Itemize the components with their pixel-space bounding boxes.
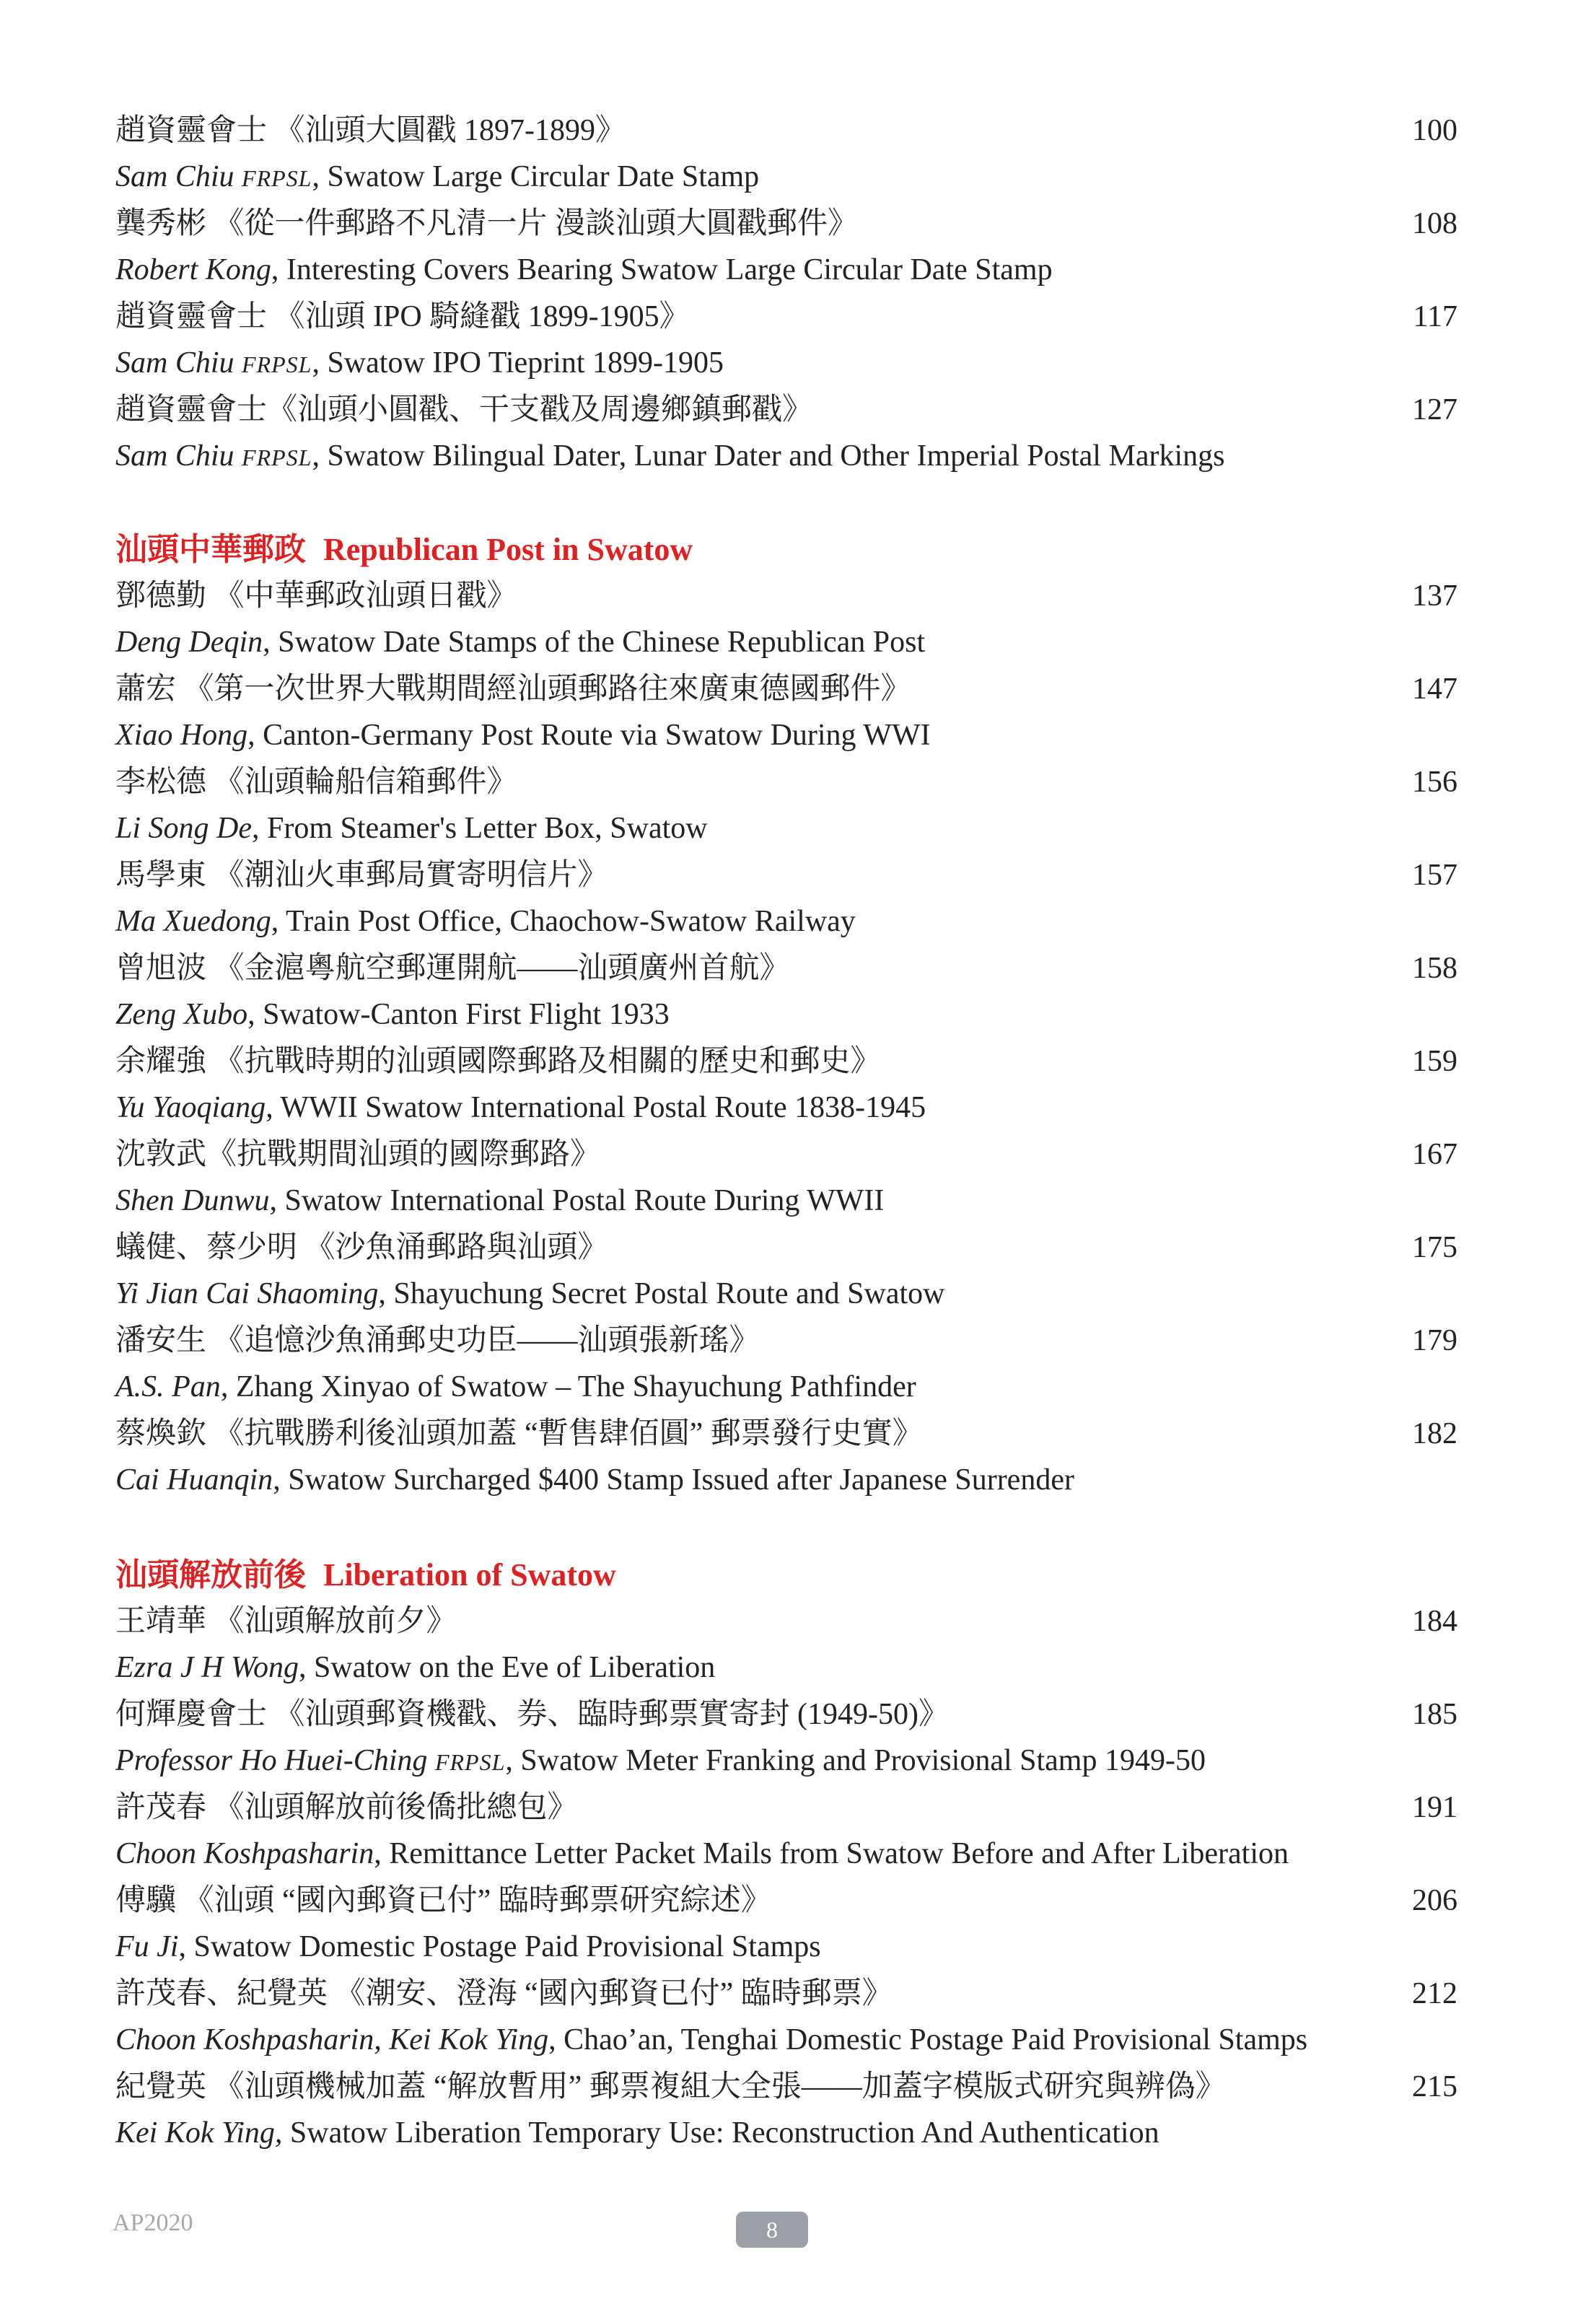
entry-author: Li Song De (115, 812, 252, 845)
entry-author: Shen Dunwu (115, 1184, 270, 1217)
toc-entry-chinese (115, 1038, 1457, 1085)
entry-page-number: 167 (1412, 1138, 1457, 1171)
entry-title-chinese: 蕭宏 《第一次世界大戰期間經汕頭郵路往來廣東德國郵件》 (115, 673, 911, 706)
entry-author: Robert Kong (115, 253, 271, 286)
entry-title-english: , Swatow-Canton First Flight 1933 (247, 998, 670, 1031)
entry-title-english: , Interesting Covers Bearing Swatow Large Circular Date Stamp (271, 253, 1053, 286)
entry-page-number: 212 (1412, 1977, 1457, 2010)
entry-title-english: , Train Post Office, Chaochow-Swatow Railway (271, 905, 856, 938)
entry-title-chinese: 沈敦武《抗戰期間汕頭的國際郵路》 (115, 1138, 601, 1171)
entry-author: Sam Chiu (115, 439, 234, 473)
entry-author: Sam Chiu (115, 346, 234, 380)
entry-title-chinese: 傅驥 《汕頭 “國內郵資已付” 臨時郵票研究綜述》 (115, 1884, 771, 1917)
entry-title-english: , Swatow Surcharged $400 Stamp Issued after Japanese Surrender (273, 1463, 1074, 1497)
entry-page-number: 147 (1412, 673, 1457, 706)
toc-entry-english (115, 2017, 1457, 2063)
entry-title-english: , Swatow IPO Tieprint 1899-1905 (312, 346, 724, 380)
entry-title-chinese: 潘安生 《追憶沙魚涌郵史功臣——汕頭張新瑤》 (115, 1324, 760, 1357)
toc-entry-english (115, 1644, 1457, 1691)
section-heading-chinese: 汕頭中華郵政 (115, 532, 306, 567)
entry-author: Deng Deqin (115, 626, 263, 659)
toc-entry-english (115, 619, 1457, 665)
entry-title-english: , Swatow Domestic Postage Paid Provisional Stamps (178, 1930, 821, 1963)
entry-author: Fu Ji (115, 1930, 179, 1963)
toc-entry-chinese (115, 759, 1457, 805)
entry-credential: FRPSL (242, 165, 312, 191)
entry-author: Ezra J H Wong (115, 1651, 299, 1684)
entry-title-chinese: 趙資靈會士 《汕頭大圓戳 1897-1899》 (115, 114, 626, 147)
entry-title-english: , Swatow Date Stamps of the Chinese Republican Post (263, 626, 926, 659)
entry-title-chinese: 紀覺英 《汕頭機械加蓋 “解放暫用” 郵票複組大全張——加蓋字模版式研究與辨偽》 (115, 2070, 1226, 2103)
toc-entry-chinese (115, 387, 1457, 433)
entry-page-number: 182 (1412, 1417, 1457, 1450)
entry-page-number: 191 (1412, 1791, 1457, 1824)
entry-page-number: 156 (1412, 766, 1457, 799)
entry-page-number: 185 (1412, 1698, 1457, 1731)
toc-entry-chinese (115, 1318, 1457, 1364)
entry-title-chinese: 何輝慶會士 《汕頭郵資機戳、券、臨時郵票實寄封 (1949-50)》 (115, 1698, 949, 1731)
entry-author: Yi Jian Cai Shaoming (115, 1277, 379, 1310)
entry-page-number: 215 (1412, 2070, 1457, 2103)
entry-page-number: 175 (1412, 1231, 1457, 1264)
entry-title-english: , Zhang Xinyao of Swatow – The Shayuchung Pathfinder (220, 1370, 916, 1403)
entry-page-number: 117 (1413, 300, 1457, 333)
entry-author: Choon Koshpasharin, Kei Kok Ying (115, 2023, 549, 2057)
entry-credential: FRPSL (242, 444, 312, 470)
toc-entry-chinese (115, 1411, 1457, 1457)
toc-entry-chinese (115, 852, 1457, 898)
toc-entry-english (115, 1085, 1457, 1131)
entry-page-number: 127 (1412, 393, 1457, 426)
entry-title-chinese: 李松德 《汕頭輪船信箱郵件》 (115, 766, 517, 799)
footer-code: AP2020 (113, 2209, 193, 2236)
toc-entry-chinese (115, 945, 1457, 991)
toc-entry-chinese (115, 573, 1457, 619)
toc-entry-english (115, 340, 1457, 386)
toc-entry-chinese (115, 666, 1457, 712)
entry-author: Professor Ho Huei-Ching (115, 1744, 428, 1777)
entry-author: Ma Xuedong (115, 905, 271, 938)
toc-entry-chinese (115, 201, 1457, 247)
entry-page-number: 108 (1412, 207, 1457, 240)
toc-entry-english (115, 1457, 1457, 1503)
toc-entry-english (115, 247, 1457, 293)
entry-page-number: 137 (1412, 579, 1457, 613)
toc-entry-chinese (115, 2064, 1457, 2110)
entry-author: Sam Chiu (115, 160, 234, 193)
entry-title-chinese: 龔秀彬 《從一件郵路不凡清一片 漫談汕頭大圓戳郵件》 (115, 207, 859, 240)
entry-title-chinese: 鄧德勤 《中華郵政汕頭日戳》 (115, 579, 517, 613)
toc-entry-english (115, 991, 1457, 1038)
entry-title-chinese: 趙資靈會士 《汕頭 IPO 騎縫戳 1899-1905》 (115, 300, 690, 333)
entry-title-chinese: 蟻健、蔡少明 《沙魚涌郵路與汕頭》 (115, 1231, 608, 1264)
entry-title-chinese: 余耀強 《抗戰時期的汕頭國際郵路及相關的歷史和郵史》 (115, 1045, 881, 1078)
toc-entry-english (115, 1738, 1457, 1784)
entry-credential: FRPSL (434, 1749, 506, 1775)
toc-entry-chinese (115, 1878, 1457, 1924)
entry-title-chinese: 趙資靈會士《汕頭小圓戳、干支戳及周邊鄉鎮郵戳》 (115, 393, 813, 426)
toc-entry-english (115, 1364, 1457, 1410)
toc-entry-english (115, 805, 1457, 851)
entry-page-number: 100 (1412, 114, 1457, 147)
entry-title-english: , Swatow on the Eve of Liberation (298, 1651, 716, 1684)
entry-page-number: 184 (1412, 1605, 1457, 1638)
entry-title-chinese: 馬學東 《潮汕火車郵局實寄明信片》 (115, 859, 608, 892)
entry-author: Yu Yaoqiang (115, 1091, 266, 1124)
entry-title-chinese: 許茂春 《汕頭解放前後僑批總包》 (115, 1791, 578, 1824)
toc-entry-english (115, 1271, 1457, 1317)
toc-entry-chinese (115, 1784, 1457, 1831)
entry-page-number: 206 (1412, 1884, 1457, 1917)
section-heading-english: Republican Post in Swatow (323, 532, 693, 567)
entry-page-number: 159 (1412, 1045, 1457, 1078)
toc-entry-english (115, 1924, 1457, 1970)
toc-entry-chinese (115, 1971, 1457, 2017)
entry-author: Zeng Xubo (115, 998, 248, 1031)
toc-entry-chinese (115, 1598, 1457, 1644)
toc-entry-chinese (115, 108, 1457, 154)
entry-title-english: , Canton-Germany Post Route via Swatow During WWI (247, 719, 931, 752)
entry-page-number: 158 (1412, 952, 1457, 985)
entry-title-english: Swatow Liberation Temporary Use: Reconstruction And Authentication (282, 2116, 1159, 2150)
toc-entry-chinese (115, 1691, 1457, 1738)
entry-title-english: , Swatow Meter Franking and Provisional Stamp 1949-50 (505, 1744, 1206, 1777)
section-heading (115, 527, 693, 573)
entry-title-english: , WWII Swatow International Postal Route 1838-1945 (266, 1091, 926, 1124)
toc-entry-english (115, 1178, 1457, 1224)
entry-title-english: , Remittance Letter Packet Mails from Swatow Before and After Liberation (374, 1837, 1289, 1870)
page-number-badge: 8 (736, 2212, 808, 2248)
toc-entry-english (115, 712, 1457, 758)
section-heading (115, 1552, 616, 1598)
entry-title-english: , Swatow Bilingual Dater, Lunar Dater and Other Imperial Postal Markings (312, 439, 1225, 473)
toc-entry-chinese (115, 1131, 1457, 1178)
entry-title-english: , Shayuchung Secret Postal Route and Swatow (378, 1277, 945, 1310)
entry-title-english: , Swatow International Postal Route During WWII (269, 1184, 885, 1217)
entry-title-english: , From Steamer's Letter Box, Swatow (252, 812, 708, 845)
entry-author: Kei Kok Ying, (115, 2116, 283, 2150)
section-heading-chinese: 汕頭解放前後 (115, 1557, 306, 1593)
toc-entry-english (115, 898, 1457, 945)
toc-entry-chinese (115, 1225, 1457, 1271)
entry-author: A.S. Pan (115, 1370, 221, 1403)
toc-entry-english (115, 2110, 1457, 2156)
entry-page-number: 157 (1412, 859, 1457, 892)
entry-page-number: 179 (1412, 1324, 1457, 1357)
toc-entry-chinese (115, 294, 1457, 340)
entry-credential: FRPSL (242, 351, 312, 377)
entry-author: Cai Huanqin (115, 1463, 273, 1497)
toc-entry-english (115, 1831, 1457, 1877)
entry-author: Xiao Hong (115, 719, 248, 752)
entry-author: Choon Koshpasharin (115, 1837, 374, 1870)
section-heading-english: Liberation of Swatow (323, 1557, 616, 1593)
entry-title-english: , Chao’an, Tenghai Domestic Postage Paid Provisional Stamps (548, 2023, 1308, 2057)
toc-entry-english (115, 154, 1457, 200)
entry-title-chinese: 曾旭波 《金滬粵航空郵運開航——汕頭廣州首航》 (115, 952, 790, 985)
entry-title-chinese: 王靖華 《汕頭解放前夕》 (115, 1605, 457, 1638)
entry-title-english: , Swatow Large Circular Date Stamp (312, 160, 760, 193)
toc-entry-english (115, 433, 1457, 479)
entry-title-chinese: 許茂春、紀覺英 《潮安、澄海 “國內郵資已付” 臨時郵票》 (115, 1977, 893, 2010)
entry-title-chinese: 蔡煥欽 《抗戰勝利後汕頭加蓋 “暫售肆佰圓” 郵票發行史實》 (115, 1417, 923, 1450)
